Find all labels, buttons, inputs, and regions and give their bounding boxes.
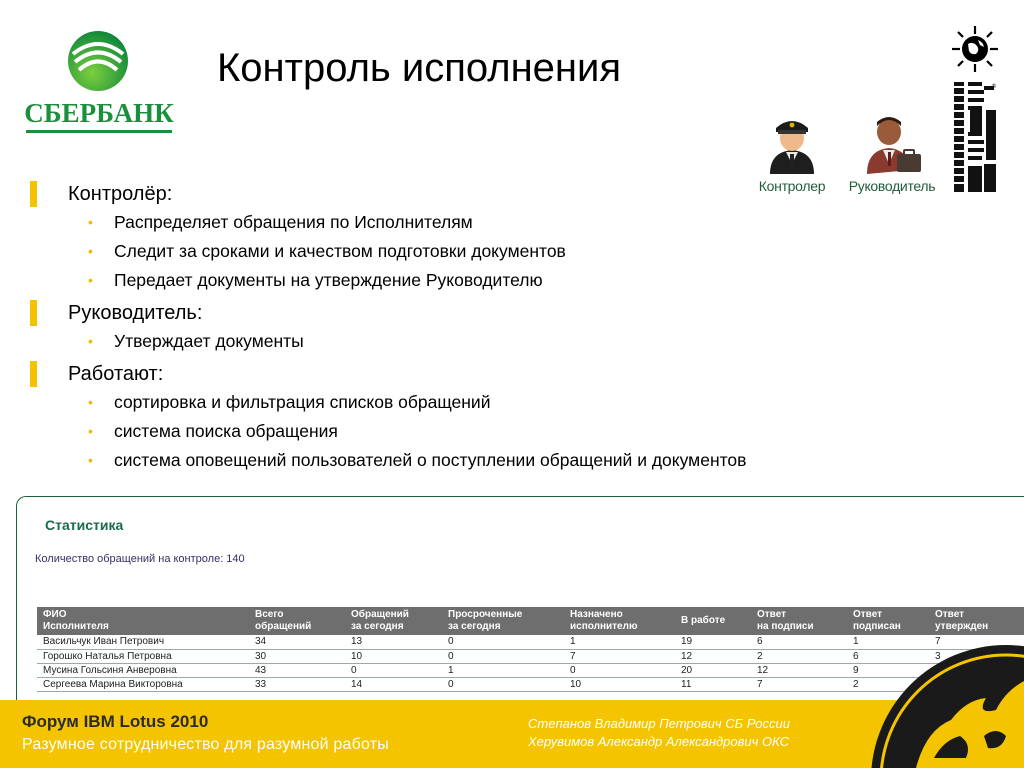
column-header[interactable] <box>37 607 249 635</box>
column-header[interactable] <box>675 607 751 635</box>
list-item <box>30 388 930 417</box>
table-cell: 6 <box>751 635 847 649</box>
manager-briefcase-icon <box>861 110 923 174</box>
logo-underline <box>26 130 172 133</box>
column-header[interactable] <box>751 607 847 635</box>
table-cell: 10 <box>345 649 442 663</box>
table-cell: 7 <box>564 649 675 663</box>
table-cell[interactable]: Васильчук Иван Петрович <box>37 635 249 649</box>
table-header-row <box>37 607 1024 635</box>
table-cell: 0 <box>442 635 564 649</box>
table-cell[interactable]: Мусина Гольсиня Анверовна <box>37 663 249 677</box>
table-cell: 30 <box>249 649 345 663</box>
list-item <box>30 327 930 356</box>
column-header-label: Исполнителя <box>43 621 109 632</box>
ibm-logo-icon <box>950 82 998 192</box>
column-header[interactable] <box>249 607 345 635</box>
column-header-label: за сегодня <box>351 621 404 632</box>
role-manager-label: Руководитель <box>848 178 936 194</box>
column-header-label: за сегодня <box>448 621 501 632</box>
column-header[interactable] <box>847 607 929 635</box>
list-item-text: система поиска обращения <box>114 421 338 441</box>
list-item-text: Следит за сроками и качеством подготовки документов <box>114 241 566 261</box>
list-item <box>30 266 930 295</box>
column-header-label: Назначено <box>570 609 623 620</box>
table-cell[interactable]: Горошко Наталья Петровна <box>37 649 249 663</box>
table-cell: 6 <box>847 649 929 663</box>
bullet-icon: • <box>88 394 93 410</box>
table-cell: 3 <box>929 649 1024 663</box>
column-header-label: исполнителю <box>570 621 638 632</box>
table-cell: 19 <box>675 635 751 649</box>
table-cell: 0 <box>345 663 442 677</box>
table-cell: 0 <box>564 663 675 677</box>
column-header-label: обращений <box>255 621 312 632</box>
table-cell: 2 <box>847 677 929 691</box>
list-item-text: Распределяет обращения по Исполнителям <box>114 212 473 232</box>
column-header-label: Ответ <box>853 609 883 620</box>
list-item-text: Передает документы на утверждение Руководителю <box>114 270 543 290</box>
sberbank-logo <box>24 28 174 138</box>
statistics-title: Статистика <box>45 517 124 533</box>
list-item <box>30 446 930 475</box>
table-cell: 34 <box>249 635 345 649</box>
globe-sun-icon <box>950 24 1000 74</box>
table-cell: 43 <box>249 663 345 677</box>
table-cell: 11 <box>675 677 751 691</box>
bullet-icon: • <box>88 333 93 349</box>
table-cell: 0 <box>442 649 564 663</box>
section-controller <box>30 180 930 295</box>
section-marker <box>30 300 37 326</box>
section-heading: Контролёр: <box>68 182 173 205</box>
list-item <box>30 237 930 266</box>
section-manager <box>30 299 930 356</box>
table-cell: 9 <box>847 663 929 677</box>
bullet-icon: • <box>88 452 93 468</box>
column-header-label: Просроченные <box>448 609 523 620</box>
world-globe-icon <box>856 640 1024 768</box>
list-item-text: Утверждает документы <box>114 331 304 351</box>
list-item-text: сортировка и фильтрация списков обращений <box>114 392 491 412</box>
table-cell: 10 <box>564 677 675 691</box>
column-header-label: ФИО <box>43 609 67 620</box>
bullet-icon: • <box>88 243 93 259</box>
bullet-icon: • <box>88 423 93 439</box>
bullet-icon: • <box>88 272 93 288</box>
list-item <box>30 417 930 446</box>
page-title: Контроль исполнения <box>217 46 622 90</box>
column-header-label: Всего <box>255 609 284 620</box>
footer-subtitle: Разумное сотрудничество для разумной работы <box>22 736 389 753</box>
table-cell: 2 <box>751 649 847 663</box>
table-cell[interactable]: Сергеева Марина Викторовна <box>37 677 249 691</box>
column-header-label: на подписи <box>757 621 814 632</box>
sberbank-emblem-icon <box>67 30 129 92</box>
pilot-user-icon <box>764 112 820 174</box>
feature-list <box>30 180 930 475</box>
column-header-label: Ответ <box>757 609 787 620</box>
table-cell: 1 <box>564 635 675 649</box>
table-cell: 33 <box>249 677 345 691</box>
column-header-label: В работе <box>681 615 726 626</box>
list-item <box>30 208 930 237</box>
table-cell: 1 <box>442 663 564 677</box>
table-cell: 12 <box>675 649 751 663</box>
section-heading: Руководитель: <box>68 301 203 324</box>
column-header-label: подписан <box>853 621 901 632</box>
role-controller-label: Контролер <box>758 178 826 194</box>
bullet-icon: • <box>88 214 93 230</box>
table-cell: 14 <box>345 677 442 691</box>
column-header[interactable] <box>564 607 675 635</box>
table-cell: 7 <box>751 677 847 691</box>
list-item-text: система оповещений пользователей о поступлении обращений и документов <box>114 450 747 470</box>
section-marker <box>30 361 37 387</box>
table-cell: 12 <box>751 663 847 677</box>
section-heading: Работают: <box>68 362 164 385</box>
column-header[interactable] <box>442 607 564 635</box>
svg-text:®: ® <box>991 83 997 90</box>
table-cell: 20 <box>675 663 751 677</box>
column-header-label: Ответ <box>935 609 965 620</box>
table-cell: 13 <box>345 635 442 649</box>
control-count-text: Количество обращений на контроле: 140 <box>35 553 245 565</box>
section-marker <box>30 181 37 207</box>
footer-title: Форум IBM Lotus 2010 <box>22 712 209 731</box>
column-header-label: утвержден <box>935 621 989 632</box>
column-header[interactable] <box>345 607 442 635</box>
table-cell: 1 <box>847 635 929 649</box>
table-cell: 7 <box>929 635 1024 649</box>
section-features <box>30 360 930 475</box>
footer-author-2: Херувимов Александр Александрович ОКС <box>528 734 790 749</box>
column-header[interactable] <box>929 607 1024 635</box>
sberbank-wordmark: СБЕРБАНК <box>24 98 174 128</box>
column-header-label: Обращений <box>351 609 409 620</box>
table-cell: 0 <box>442 677 564 691</box>
footer-author-1: Степанов Владимир Петрович СБ России <box>528 716 790 731</box>
